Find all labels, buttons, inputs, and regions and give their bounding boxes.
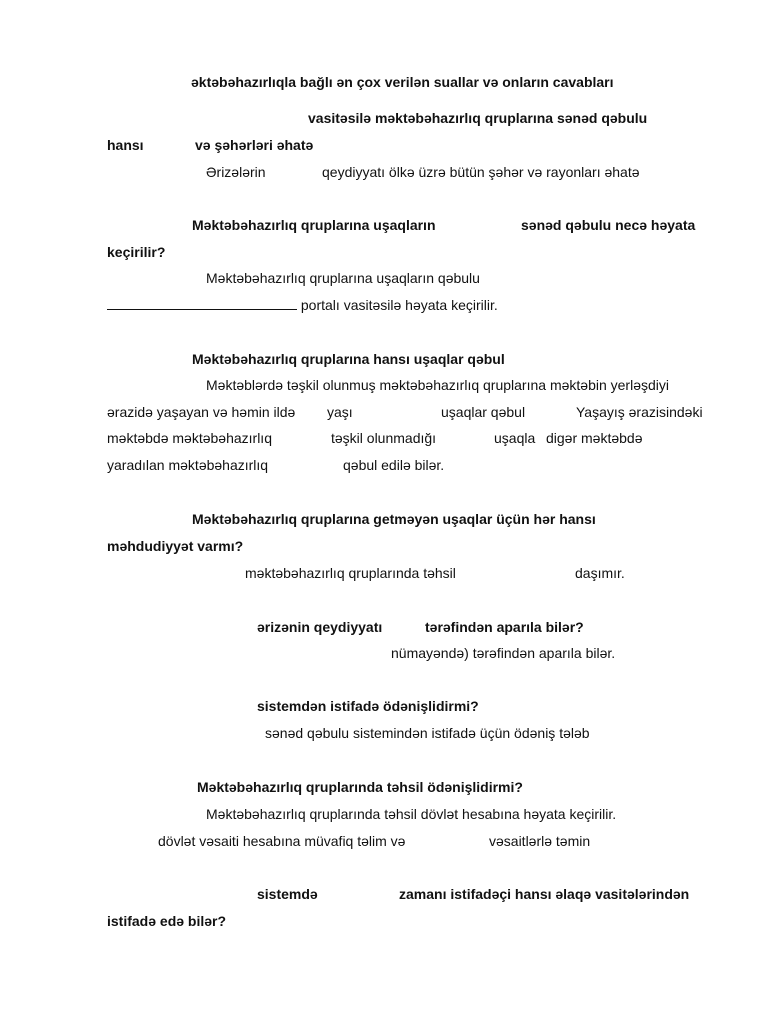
question-4-line-1: Məktəbəhazırlıq qruplarına getməyən uşaqlar üçün hər hansı (192, 511, 596, 527)
answer-7-line-2b: vəsaitlərlə təmin (489, 833, 591, 849)
answer-6-line-1: sənəd qəbulu sistemindən istifadə üçün ödəniş tələb (265, 725, 590, 741)
question-5-line-1a: ərizənin qeydiyyatı (257, 619, 383, 635)
answer-3-line-3a: məktəbdə məktəbəhazırlıq (107, 430, 272, 446)
question-2-line-2: keçirilir? (107, 244, 166, 260)
answer-2-line-1: Məktəbəhazırlıq qruplarına uşaqların qəbulu (206, 270, 480, 286)
answer-3-line-3d: digər məktəbdə (546, 430, 643, 446)
question-8-line-1b: zamanı istifadəçi hansı əlaqə vasitələrindən (399, 886, 690, 902)
question-2-line-1a: Məktəbəhazırlıq qruplarına uşaqların (192, 217, 436, 233)
question-3-line-1: Məktəbəhazırlıq qruplarına hansı uşaqlar qəbul (192, 351, 505, 367)
question-1-line-2b: və şəhərləri əhatə (195, 137, 314, 153)
answer-1-line-1a: Ərizələrin (206, 164, 266, 180)
answer-3-line-1: Məktəblərdə təşkil olunmuş məktəbəhazırlıq qruplarına məktəbin yerləşdiyi (206, 377, 669, 393)
question-1-line-2a: hansı (107, 137, 144, 153)
question-2-line-1b: sənəd qəbulu necə həyata (521, 217, 696, 233)
question-7-line-1: Məktəbəhazırlıq qruplarında təhsil ödənişlidirmi? (197, 779, 523, 795)
question-1-line-1: vasitəsilə məktəbəhazırlıq qruplarına sənəd qəbulu (308, 110, 648, 126)
blank-underline (107, 296, 297, 310)
answer-4-line-1a: məktəbəhazırlıq qruplarında təhsil (245, 565, 456, 581)
answer-1-line-1b: qeydiyyatı ölkə üzrə bütün şəhər və rayonları əhatə (322, 164, 640, 180)
answer-3-line-3c: uşaqla (494, 430, 536, 446)
document-title: əktəbəhazırlıqla bağlı ən çox verilən suallar və onların cavabları (191, 74, 614, 90)
question-4-line-2: məhdudiyyət varmı? (107, 538, 244, 554)
question-5-line-1b: tərəfindən aparıla bilər? (425, 619, 584, 635)
answer-7-line-2a: dövlət vəsaiti hesabına müvafiq təlim və (158, 833, 406, 849)
answer-2-line-2 (107, 296, 498, 314)
answer-3-line-4b: qəbul edilə bilər. (343, 457, 445, 473)
answer-3-line-3b: təşkil olunmadığı (331, 430, 437, 446)
answer-2-line-2-text: portalı vasitəsilə həyata keçirilir. (300, 297, 498, 313)
answer-3-line-2c: uşaqlar qəbul (441, 404, 526, 420)
question-8-line-1a: sistemdə (257, 886, 318, 902)
answer-7-line-1: Məktəbəhazırlıq qruplarında təhsil dövlət hesabına həyata keçirilir. (206, 806, 617, 822)
answer-3-line-2b: yaşı (327, 404, 353, 420)
question-6-line-1: sistemdən istifadə ödənişlidirmi? (257, 698, 479, 714)
answer-3-line-4a: yaradılan məktəbəhazırlıq (107, 457, 269, 473)
answer-3-line-2a: ərazidə yaşayan və həmin ildə (107, 404, 296, 420)
answer-4-line-1b: daşımır. (575, 565, 625, 581)
answer-3-line-2d: Yaşayış ərazisindəki (576, 404, 703, 420)
question-8-line-2: istifadə edə bilər? (107, 913, 227, 929)
answer-5-line-1: nümayəndə) tərəfindən aparıla bilər. (391, 645, 616, 661)
